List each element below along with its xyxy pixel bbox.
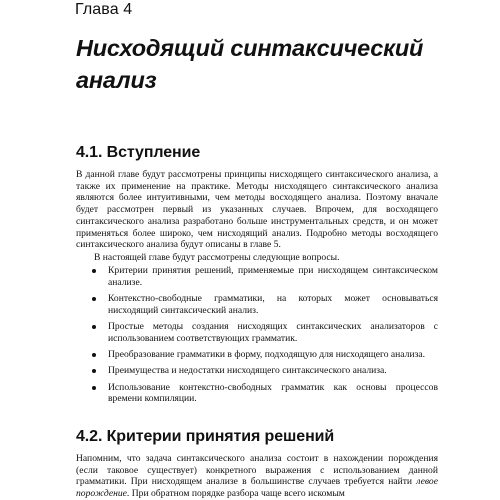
list-item (76, 293, 438, 316)
criteria-paragraph (76, 453, 438, 500)
intro-paragraph: В данной главе будут рассмотрены принципы нисходящего синтаксического анализа, а также их применение на практике. Методы нисходящего синтаксического анализа являются более интуитивными, чем методы восходящего анализа. Поэтому вначале будет рассмотрен первый из указанных случаев. Впрочем, для восходящего синтаксического анализа разработано больше инструментальных средств, и он может применяться более широко, чем нисходящий анализ. Подробно методы восходящего синтаксического анализа будут описаны в главе 5. (76, 169, 438, 251)
chapter-title: Нисходящий синтаксический анализ (76, 35, 424, 93)
section-heading-introduction: 4.1. Вступление (76, 144, 201, 161)
bullet-icon (92, 369, 96, 373)
list-item-text: Преимущества и недостатки нисходящего синтаксического анализа. (108, 365, 387, 377)
section-heading-decision-criteria: 4.2. Критерии принятия решений (76, 428, 335, 445)
list-item (76, 321, 438, 344)
list-item-text: Преобразование грамматики в форму, подходящую для нисходящего анализа. (108, 349, 426, 360)
list-item (76, 365, 438, 377)
chapter-label: Глава 4 (75, 1, 133, 18)
list-item-text: Использование контекстно-свободных грамматик как основы процессов времени компиляции. (108, 381, 438, 405)
criteria-paragraph-start: Напомним, что задача синтаксического анализа состоит в нахождении порождения (если таковое существует) конкретного выражения с использованием данной грамматики. При нисходящем анализе в большинстве случаев требуется найти (76, 453, 438, 488)
bullet-icon (92, 269, 96, 273)
criteria-paragraph-end: . При обратном порядке разбора чаще всего искомым (126, 488, 345, 500)
bullet-icon (92, 386, 96, 390)
bullet-icon (92, 297, 96, 301)
list-item (76, 265, 438, 288)
topics-list (76, 265, 438, 410)
list-item (76, 382, 438, 405)
list-item-text: Контекстно-свободные грамматики, на которых может основываться нисходящий синтаксический анализ. (108, 293, 438, 316)
list-item-text: Критерии принятия решений, применяемые при нисходящем синтаксическом анализе. (108, 265, 438, 288)
bullet-icon (92, 325, 96, 329)
list-item (76, 349, 438, 361)
bullet-icon (92, 353, 96, 357)
criteria-paragraph-emphasis: левое порождение (76, 476, 438, 500)
list-item-text: Простые методы создания нисходящих синтаксических анализаторов с использованием соответствующих грамматик. (108, 321, 438, 344)
topics-lead-paragraph: В настоящей главе будут рассмотрены следующие вопросы. (94, 252, 340, 263)
